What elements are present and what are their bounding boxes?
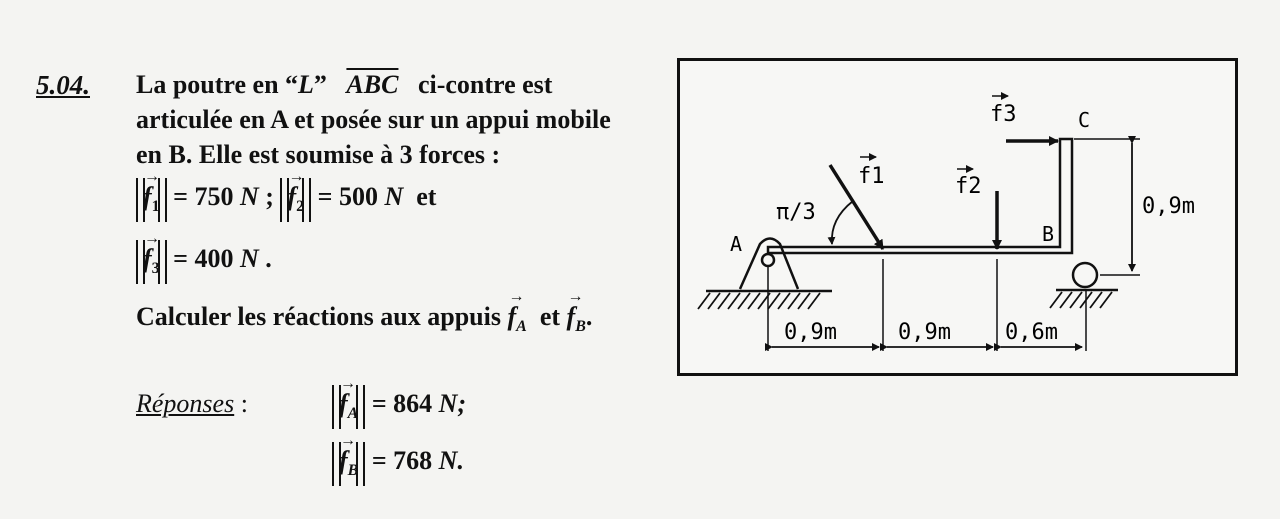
subscript: A [516,318,527,335]
text-fragment: ” [313,70,327,99]
problem-number: 5.04. [36,70,90,100]
label-c: C [1078,108,1091,132]
label-dim-2: 0,9m [898,320,951,345]
beam-name: $\overline{ABC}$ [346,70,399,99]
beam-diagram [680,61,1235,373]
vector-symbol: f [507,302,517,331]
roller-support-b [1050,263,1118,308]
vector-symbol: f [339,389,348,418]
label-angle: π/3 [776,200,816,225]
pin-support-a [698,239,832,310]
label-f1 [858,157,885,189]
period: . [265,244,272,273]
separator: ; [265,182,274,211]
subscript: B [575,318,586,335]
text-fragment: La poutre en “ [136,70,299,99]
label-f3-text: f3 [990,102,1017,127]
vector-symbol: f [287,182,297,211]
subscript: B [347,462,359,479]
vector-fb: → $f_B$ [566,288,586,335]
statement-line-3: en B. Elle est soumise à 3 forces : [136,140,501,169]
answer-fb [332,432,464,480]
f3-value: = 400 [173,244,234,273]
vector-symbol: f [339,446,348,475]
label-f2-text: f2 [955,174,982,199]
norm-fb: → $f_B$ [332,446,365,480]
vector-symbol: f [143,244,152,273]
unit: N [240,182,259,211]
unit: N [240,244,259,273]
f2-value: = 500 [317,182,378,211]
label-height: 0,9m [1142,194,1195,219]
answers-title: Réponses [136,389,235,418]
fb-value: = 768 [371,446,433,475]
label-f2 [955,169,982,199]
unit: N [384,182,404,211]
norm-f2: → $f_2$ [280,182,311,216]
statement-line-2: articulée en A et posée sur un appui mobile [136,105,611,134]
fa-value: = 864 [371,389,433,418]
conjunction: et [416,182,437,211]
norm-f1: → $f_1$ [136,182,167,216]
vector-fa: → $f_A$ [507,288,527,335]
subscript: 1 [151,198,160,215]
label-a: A [730,232,743,256]
subscript: 3 [151,260,160,277]
forces-f3 [136,230,272,278]
subscript: A [347,405,359,422]
angle-arc [832,201,853,244]
unit: N. [438,446,464,475]
forces-f1-f2 [136,168,437,216]
period: . [585,302,593,331]
beam [768,139,1072,253]
answer-fa [332,375,467,423]
label-f1-text: f1 [858,164,885,189]
question-text: Calculer les réactions aux appuis [136,302,501,331]
norm-fa: → $f_A$ [332,389,365,423]
question [136,288,593,336]
label-dim-3: 0,6m [1005,320,1058,345]
colon: : [240,389,248,418]
answers-label [136,389,248,419]
text-fragment: ci-contre est [417,70,553,99]
conjunction: et [539,302,561,331]
statement-line-1 [136,70,552,100]
vector-symbol: f [566,302,576,331]
text-fragment: L [298,70,314,99]
beam-diagram-frame [677,58,1238,376]
label-f3 [990,96,1017,127]
subscript: 2 [296,198,305,215]
label-b: B [1042,222,1055,246]
unit: N; [438,389,467,418]
norm-f3: → $f_3$ [136,244,167,278]
vector-symbol: f [143,182,152,211]
f1-value: = 750 [173,182,234,211]
label-dim-1: 0,9m [784,320,837,345]
